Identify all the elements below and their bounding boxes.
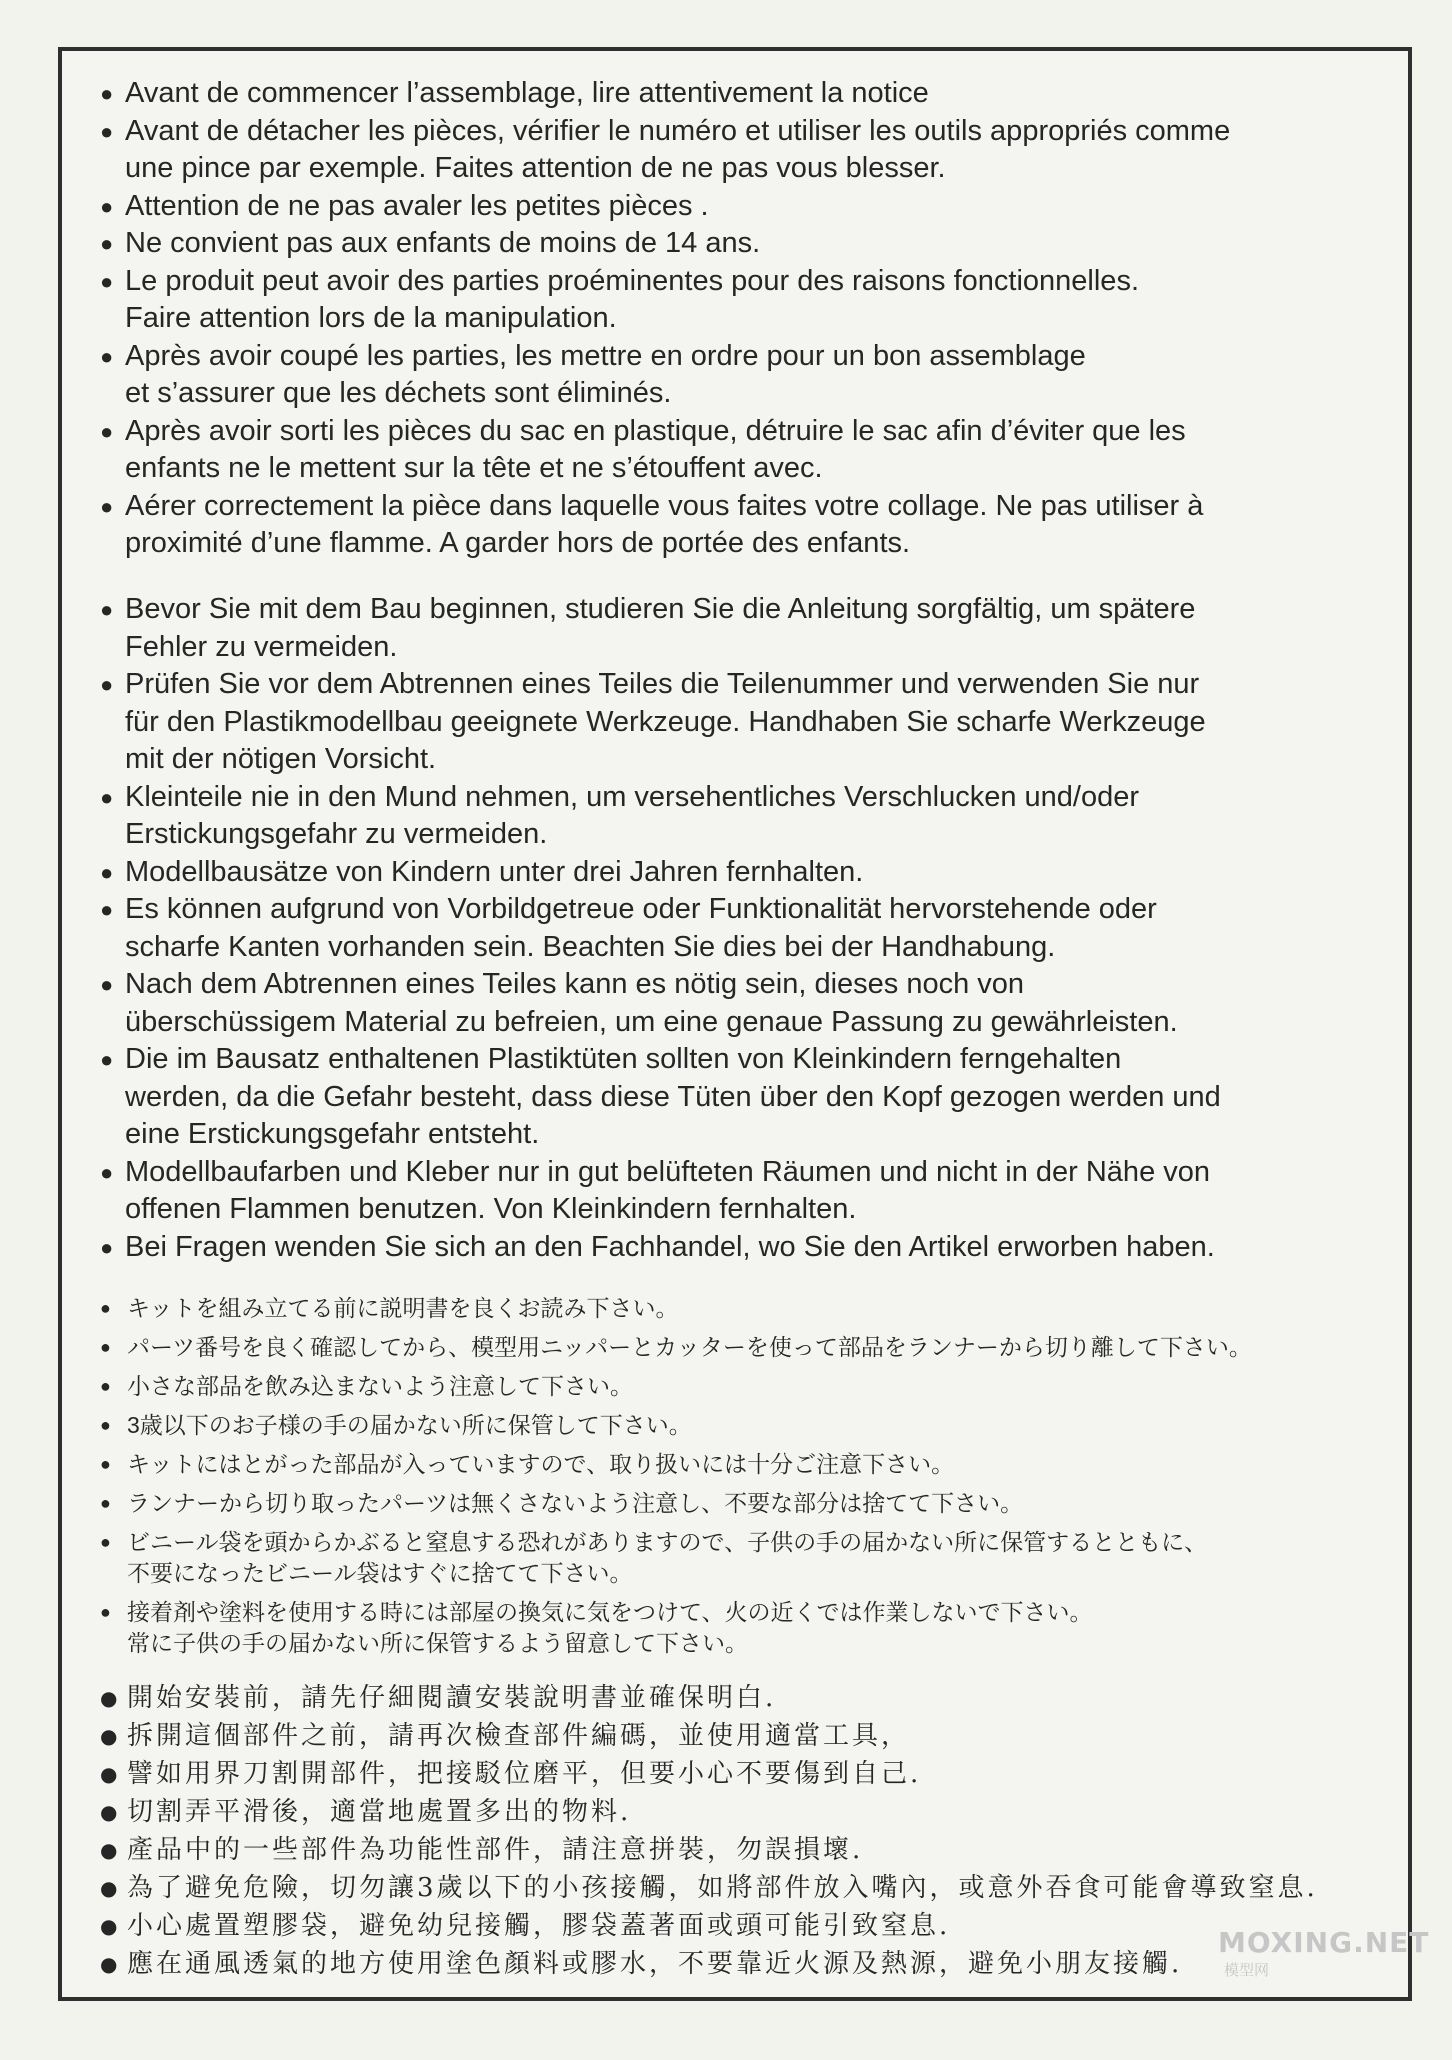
warning-text: 應在通風透氣的地方使用塗色顏料或膠水，不要靠近火源及熱源，避免小朋友接觸.	[127, 1949, 1183, 1979]
bullet-icon: ●	[100, 1337, 111, 1357]
warning-item	[100, 1597, 1390, 1659]
bullet-icon: ●	[100, 859, 114, 885]
warning-text: ビニール袋を頭からかぶると窒息する恐れがありますので、子供の手の届かない所に保管するとともに、 不要になったビニール袋はすぐに捨てて下さい。	[127, 1529, 1208, 1586]
warning-text: 3歳以下のお子様の手の届かない所に保管して下さい。	[127, 1412, 692, 1438]
warning-item	[100, 1332, 1390, 1363]
warning-item	[100, 854, 1390, 892]
bullet-icon: ●	[100, 1159, 114, 1185]
warning-text: Modellbausätze von Kindern unter drei Jahren fernhalten.	[125, 855, 864, 888]
warning-text: Nach dem Abtrennen eines Teiles kann es nötig sein, dieses noch von überschüssigem Material zu befreien, um eine genaue Passung zu gewährleisten.	[125, 968, 1178, 1038]
warning-item	[100, 225, 1390, 263]
warning-text: 小さな部品を飲み込まないよう注意して下さい。	[127, 1373, 633, 1399]
warning-item	[100, 1869, 1390, 1907]
bullet-icon: ●	[100, 1415, 111, 1435]
warning-item	[100, 1945, 1390, 1983]
bullet-icon: ●	[100, 1762, 118, 1786]
warning-text: Avant de commencer l’assemblage, lire attentivement la notice	[125, 77, 929, 109]
watermark-logo-text: MOXING.NET	[1218, 1926, 1430, 1959]
bullet-icon: ●	[100, 1602, 111, 1622]
warning-item	[100, 779, 1390, 854]
warning-text: Prüfen Sie vor dem Abtrennen eines Teiles die Teilenummer und verwenden Sie nur für den Plastikmodellbau geeignete Werkzeuge. Handhaben Sie scharfe Werkzeuge mit der nötigen Vorsicht.	[125, 668, 1206, 775]
instructions-frame	[58, 47, 1412, 2001]
warning-item	[100, 488, 1390, 563]
warning-item	[100, 591, 1390, 666]
warning-text: 開始安裝前，請先仔細閱讀安裝說明書並確保明白.	[127, 1683, 777, 1713]
warning-item	[100, 263, 1390, 338]
japanese-warnings	[100, 1293, 1390, 1667]
bullet-icon: ●	[100, 1454, 111, 1474]
warning-item	[100, 1041, 1390, 1154]
bullet-icon: ●	[100, 1686, 118, 1710]
warning-text: ランナーから切り取ったパーツは無くさないよう注意し、不要な部分は捨てて下さい。	[127, 1490, 1024, 1516]
warning-text: Attention de ne pas avaler les petites pièces .	[125, 189, 709, 222]
warning-text: キットにはとがった部品が入っていますので、取り扱いには十分ご注意下さい。	[127, 1451, 955, 1477]
bullet-icon: ●	[100, 1800, 118, 1824]
bullet-icon: ●	[100, 493, 114, 519]
warning-item	[100, 1449, 1390, 1480]
bullet-icon: ●	[100, 231, 114, 256]
bullet-icon: ●	[100, 1047, 114, 1072]
bullet-icon: ●	[100, 597, 114, 622]
warning-text: Die im Bausatz enthaltenen Plastiktüten sollten von Kleinkindern ferngehalten werden, da die Gefahr besteht, dass diese Tüten über den Kopf gezogen werden und eine Erstickungsgefahr entsteht.	[125, 1043, 1221, 1150]
warning-item	[100, 1293, 1390, 1324]
warning-item	[100, 1679, 1390, 1717]
warning-item	[100, 666, 1390, 779]
warning-item	[100, 891, 1390, 966]
warning-text: パーツ番号を良く確認してから、模型用ニッパーとカッターを使って部品をランナーから切り離して下さい。	[127, 1334, 1252, 1360]
warning-item	[100, 113, 1390, 188]
bullet-icon: ●	[100, 118, 114, 144]
warning-text: 小心處置塑膠袋，避免幼兒接觸，膠袋蓋著面或頭可能引致窒息.	[127, 1911, 951, 1941]
warning-item	[100, 1229, 1390, 1267]
warning-item	[100, 1755, 1390, 1793]
warning-text: 接着剤や塗料を使用する時には部屋の換気に気をつけて、火の近くでは作業しないで下さい。 常に子供の手の届かない所に保管するよう留意して下さい。	[127, 1599, 1093, 1656]
chinese-warnings	[100, 1679, 1390, 1983]
warning-item	[100, 1717, 1390, 1755]
warning-text: Modellbaufarben und Kleber nur in gut belüfteten Räumen und nicht in der Nähe von offenen Flammen benutzen. Von Kleinkindern fernhalten.	[125, 1155, 1211, 1225]
warning-text: 譬如用界刀割開部件，把接駁位磨平，但要小心不要傷到自己.	[127, 1759, 922, 1789]
bullet-icon: ●	[100, 81, 114, 106]
warning-item	[100, 1793, 1390, 1831]
warning-item	[100, 75, 1390, 113]
bullet-icon: ●	[100, 1724, 118, 1748]
warning-item	[100, 188, 1390, 226]
warning-text: Le produit peut avoir des parties proéminentes pour des raisons fonctionnelles. Faire attention lors de la manipulation.	[125, 264, 1139, 334]
warning-text: Kleinteile nie in den Mund nehmen, um versehentliches Verschlucken und/oder Erstickungsgefahr zu vermeiden.	[125, 780, 1140, 850]
bullet-icon: ●	[100, 784, 114, 810]
warning-item	[100, 1527, 1390, 1589]
warning-text: 產品中的一些部件為功能性部件，請注意拼裝，勿誤損壞.	[127, 1835, 864, 1865]
warning-text: Ne convient pas aux enfants de moins de 14 ans.	[125, 227, 761, 259]
bullet-icon: ●	[100, 1876, 118, 1900]
german-warnings	[100, 591, 1390, 1266]
warning-text: Aérer correctement la pièce dans laquelle vous faites votre collage. Ne pas utiliser à proximité d’une flamme. A garder hors de portée des enfants.	[125, 489, 1204, 559]
warning-text: キットを組み立てる前に説明書を良くお読み下さい。	[127, 1295, 679, 1321]
bullet-icon: ●	[100, 343, 114, 369]
warning-item	[100, 966, 1390, 1041]
warning-item	[100, 1831, 1390, 1869]
bullet-icon: ●	[100, 193, 114, 219]
bullet-icon: ●	[100, 1914, 118, 1938]
bullet-icon: ●	[100, 672, 114, 697]
warning-text: Avant de détacher les pièces, vérifier le numéro et utiliser les outils appropriés comme une pince par exemple. Faites attention de ne pas vous blesser.	[125, 114, 1231, 184]
warning-item	[100, 1410, 1390, 1441]
warning-item	[100, 1371, 1390, 1402]
french-warnings	[100, 75, 1390, 563]
warning-text: 為了避免危險，切勿讓3歲以下的小孩接觸，如將部件放入嘴內，或意外吞食可能會導致窒息.	[127, 1873, 1318, 1903]
warning-item	[100, 413, 1390, 488]
warning-text: Bei Fragen wenden Sie sich an den Fachhandel, wo Sie den Artikel erworben haben.	[125, 1230, 1215, 1263]
warning-text: Après avoir sorti les pièces du sac en plastique, détruire le sac afin d’éviter que les enfants ne le mettent sur la tête et ne s’étouffent avec.	[125, 414, 1186, 484]
warning-text: Après avoir coupé les parties, les mettre en ordre pour un bon assemblage et s’assurer que les déchets sont éliminés.	[125, 339, 1086, 409]
warning-item	[100, 1154, 1390, 1229]
bullet-icon: ●	[100, 418, 114, 444]
watermark	[1218, 1926, 1430, 1980]
bullet-icon: ●	[100, 268, 114, 294]
bullet-icon: ●	[100, 1376, 111, 1396]
warning-text: 拆開這個部件之前，請再次檢查部件編碼，並使用適當工具，	[127, 1721, 911, 1751]
bullet-icon: ●	[100, 1298, 111, 1318]
watermark-subtext: 模型网	[1224, 1961, 1270, 1979]
warning-text: Bevor Sie mit dem Bau beginnen, studieren Sie die Anleitung sorgfältig, um spätere Fehler zu vermeiden.	[125, 593, 1196, 663]
bullet-icon: ●	[100, 1532, 111, 1552]
warning-item	[100, 1907, 1390, 1945]
bullet-icon: ●	[100, 1838, 118, 1862]
bullet-icon: ●	[100, 1493, 111, 1513]
bullet-icon: ●	[100, 897, 114, 922]
warning-item	[100, 338, 1390, 413]
bullet-icon: ●	[100, 1952, 118, 1976]
warning-text: 切割弄平滑後，適當地處置多出的物料.	[127, 1797, 632, 1827]
bullet-icon: ●	[100, 972, 114, 997]
bullet-icon: ●	[100, 1234, 114, 1260]
warning-item	[100, 1488, 1390, 1519]
warning-text: Es können aufgrund von Vorbildgetreue oder Funktionalität hervorstehende oder scharfe Kanten vorhanden sein. Beachten Sie dies bei der Handhabung.	[125, 893, 1157, 963]
